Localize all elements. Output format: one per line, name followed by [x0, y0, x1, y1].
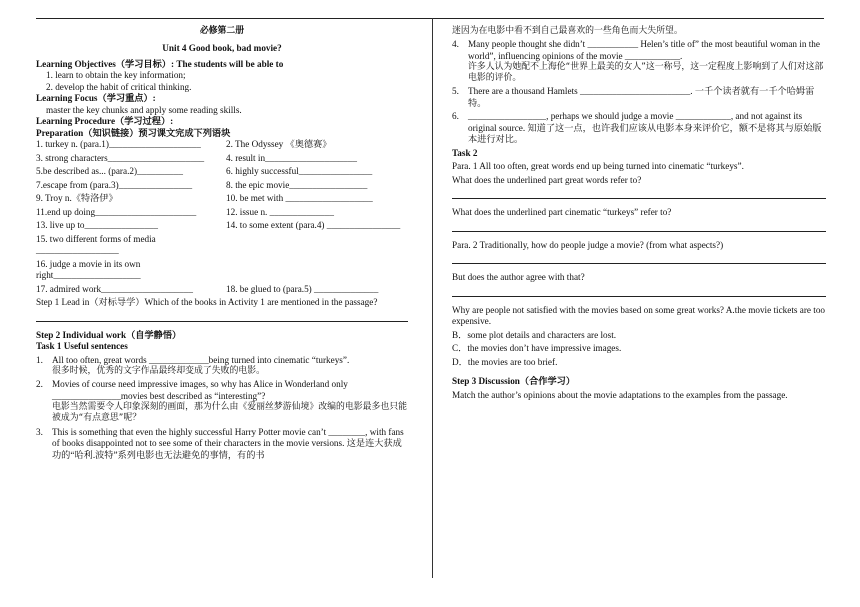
sentence-2-en: Movies of course need impressive images, so why has Alice in Wonderland only _______________movies best described as “interesting”?	[52, 379, 348, 401]
sentence-2	[36, 379, 408, 424]
prep-item-14: 14. to some extent (para.4) ________________	[226, 220, 401, 231]
prep-item-12: 12. issue n. ______________	[226, 206, 334, 217]
sentence-4-en: Many people thought she didn’t ___________ Helen’s title of” the most beautiful woman in the world”, influencing opinions of the movie ____________.	[468, 39, 820, 61]
sentence-1-num: 1.	[36, 354, 43, 365]
prep-item-5: 5.be described as... (para.2)__________	[36, 166, 183, 177]
prep-item-9: 9. Troy n.《特洛伊》	[36, 193, 118, 204]
prep-item-15: 15. two different forms of media __________________	[36, 233, 156, 256]
prep-item-13: 13. live up to________________	[36, 220, 158, 231]
sentence-4-num: 4.	[452, 39, 459, 50]
option-c: C．the movies don’t have impressive images.	[452, 343, 622, 354]
sentence-6-en: _________________, perhaps we should judge a movie ____________, and not against its original source. 知道了这一点，也许我们应该从电影本身来评价它，额不是将其与原始版本进行对比。	[468, 111, 822, 145]
objectives-heading: Learning Objectives（学习目标）: The students will be able to	[36, 58, 284, 69]
task1-heading: Task 1 Useful sentences	[36, 341, 128, 352]
sentence-4	[452, 39, 826, 84]
sentence-3-en: This is something that even the highly successful Harry Potter movie can’t ________, with fans of books disappointed not to see some of their characters in the movie versions. 这是连大获成功的“哈利.波特”系列电影也无法避免的事情，有的书	[52, 426, 404, 460]
step1-text: Step 1 Lead in（对标导学）Which of the books in Activity 1 are mentioned in the passage?	[36, 297, 378, 308]
step3-text: Match the author’s opinions about the movie adaptations to the examples from the passage.	[452, 389, 788, 400]
prep-list	[36, 139, 408, 295]
task2-q3: But does the author agree with that?	[452, 272, 585, 283]
task2-q2: What does the underlined part cinematic “turkeys” refer to?	[452, 207, 672, 218]
sentence-3-zh-continued: 迷因为在电影中看不到自己最喜欢的一些角色而大失所望。	[452, 26, 683, 36]
sentence-3-num: 3.	[36, 426, 43, 437]
sentence-6	[452, 111, 826, 146]
sentence-3	[36, 427, 408, 462]
prep-item-17: 17. admired work____________________	[36, 283, 193, 294]
sentence-2-zh: 电影当然需要令人印象深刻的画面，那为什么由《爱丽丝梦游仙境》改编的电影最多也只能被成为“有点意思”呢？	[52, 402, 407, 424]
sentence-6-num: 6.	[452, 111, 459, 122]
sentence-5-en: There are a thousand Hamlets ________________________. 一千个读者就有一千个哈姆雷特。	[468, 86, 815, 108]
prep-blank-a	[226, 234, 408, 257]
prep-item-2: 2. The Odyssey 《奥德赛》	[226, 139, 332, 150]
task2-heading: Task 2	[452, 147, 478, 158]
column-divider	[432, 18, 433, 578]
prep-item-4: 4. result in____________________	[226, 152, 357, 163]
prep-item-18: 18. be glued to (para.5) ______________	[226, 283, 379, 294]
preparation-heading: Preparation（知识链接）预习课文完成下列语块	[36, 127, 231, 138]
task2-para1: Para. 1 All too often, great words end up being turned into cinematic “turkeys”.	[452, 161, 744, 172]
prep-blank-b	[226, 259, 408, 282]
q3-answer-line[interactable]	[452, 288, 826, 297]
procedure-heading: Learning Procedure（学习过程）:	[36, 116, 174, 127]
step1-answer-line[interactable]	[36, 313, 408, 322]
focus-text: master the key chunks and apply some reading skills.	[46, 104, 242, 115]
prep-item-7: 7.escape from (para.3)________________	[36, 179, 193, 190]
q1-answer-line[interactable]	[452, 190, 826, 199]
option-d: D．the movies are too brief.	[452, 356, 558, 367]
prep-item-8: 8. the epic movie_________________	[226, 179, 368, 190]
objective-2: 2. develop the habit of critical thinking.	[46, 81, 192, 92]
left-column	[36, 24, 408, 463]
prep-item-3: 3. strong characters_____________________	[36, 152, 205, 163]
task2-para2: Para. 2 Traditionally, how do people judge a movie? (from what aspects?)	[452, 239, 724, 250]
sentence-5-num: 5.	[452, 86, 459, 97]
sentence-1-zh: 很多时候，优秀的文字作品最终却变成了失败的电影。	[52, 366, 265, 377]
task2-q4: Why are people not satisfied with the movies based on some great works? A.the movie tickets are too expensive.	[452, 304, 826, 327]
prep-item-1: 1. turkey n. (para.1)____________________	[36, 139, 201, 150]
q2-answer-line[interactable]	[452, 223, 826, 232]
prep-item-16: 16. judge a movie in its own right___________________	[36, 258, 141, 281]
prep-item-10: 10. be met with ___________________	[226, 193, 373, 204]
step2-heading: Step 2 Individual work（自学静悟）	[36, 329, 182, 340]
sentence-1-en: All too often, great words _____________being turned into cinematic “turkeys”.	[52, 354, 350, 365]
task2-q1: What does the underlined part great words refer to?	[452, 174, 642, 185]
right-column	[452, 24, 826, 403]
p2-answer-line[interactable]	[452, 255, 826, 264]
sentence-4-zh: 许多人认为她配不上海伦“世界上最美的女人”这一称号，这一定程度上影响到了人们对这部电影的评价。	[468, 62, 824, 84]
sentence-2-num: 2.	[36, 379, 43, 390]
prep-item-6: 6. highly successful________________	[226, 166, 373, 177]
header-title: 必修第二册	[199, 26, 245, 36]
focus-heading: Learning Focus（学习重点）:	[36, 93, 156, 104]
prep-item-11: 11.end up doing______________________	[36, 206, 197, 217]
objective-1: 1. learn to obtain the key information;	[46, 70, 186, 81]
unit-title: Unit 4 Good book, bad movie?	[162, 43, 282, 54]
option-b: B．some plot details and characters are lost.	[452, 329, 617, 340]
top-rule	[36, 18, 824, 19]
sentence-1	[36, 355, 408, 378]
step3-heading: Step 3 Discussion（合作学习）	[452, 376, 576, 387]
sentence-5	[452, 86, 826, 109]
